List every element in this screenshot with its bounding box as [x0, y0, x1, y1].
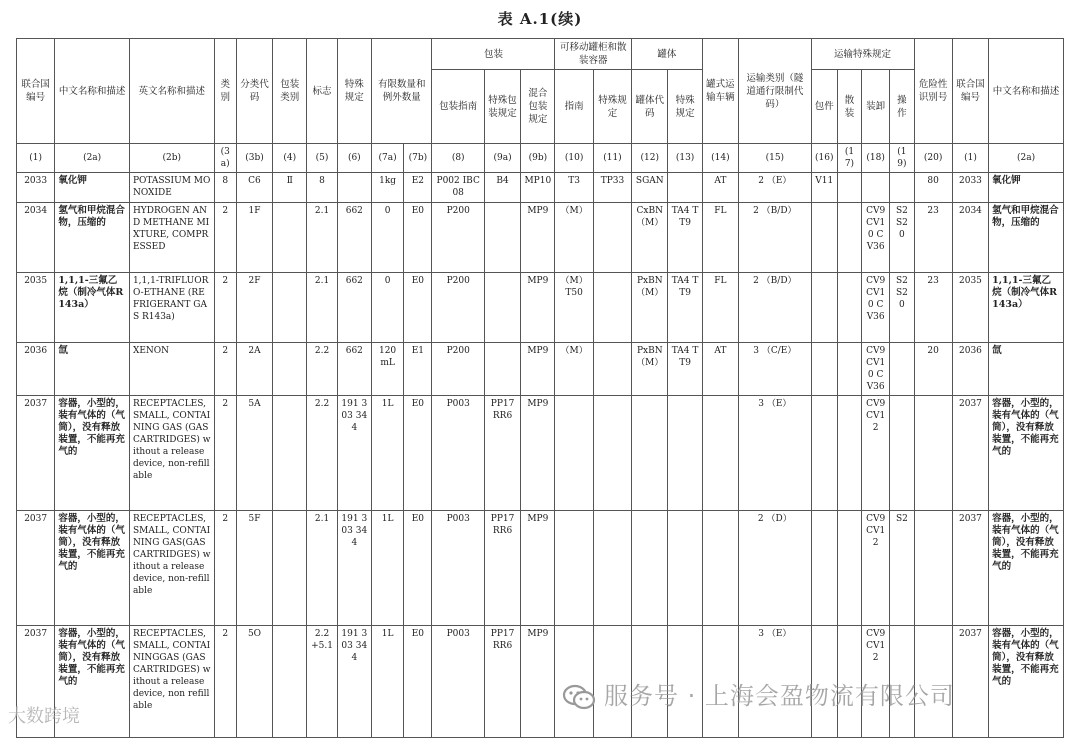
cell-veh: AT — [702, 343, 738, 396]
cell-cn2: 容器，小型的，装有气体的（气筒），没有释放装置，不能再充气的 — [989, 626, 1064, 738]
cell-pi: P003 — [432, 511, 484, 626]
cell-tc — [632, 511, 668, 626]
cell-spp — [484, 273, 520, 343]
cell-ld: CV9 CV12 — [862, 396, 890, 511]
cell-code: 2A — [236, 343, 272, 396]
cell-un: 2037 — [17, 396, 55, 511]
cell-tsp — [593, 273, 631, 343]
cell-tc: PxBN （M） — [632, 343, 668, 396]
cell-lbl: 8 — [307, 173, 337, 203]
cell-blk — [837, 396, 861, 511]
column-index-row — [17, 144, 1064, 173]
cell-tc — [632, 396, 668, 511]
cell-pk — [811, 396, 837, 511]
cell-tsp2: TA4 TT9 — [668, 203, 702, 273]
cell-pi: P003 — [432, 626, 484, 738]
cell-hz: 23 — [914, 273, 952, 343]
cell-lq: 0 — [371, 273, 403, 343]
header-special-pack: 特殊包装规定 — [484, 70, 520, 144]
cell-hz: 80 — [914, 173, 952, 203]
table-row — [17, 396, 1064, 511]
cell-veh — [702, 511, 738, 626]
cell-mix: MP10 — [521, 173, 555, 203]
cell-ti: T3 — [555, 173, 593, 203]
cell-spp: B4 — [484, 173, 520, 203]
cell-tsp — [593, 203, 631, 273]
cell-hz: 23 — [914, 203, 952, 273]
cell-sp: 191 303 344 — [337, 396, 371, 511]
cell-tsp2 — [668, 396, 702, 511]
cell-lq: 1L — [371, 396, 403, 511]
col-index: (8) — [432, 144, 484, 173]
cell-lbl: 2.1 — [307, 203, 337, 273]
cell-cat: 2 （E） — [739, 173, 812, 203]
cell-ld: CV9 CV10 CV36 — [862, 273, 890, 343]
header-bulk: 散装 — [837, 70, 861, 144]
dangerous-goods-table — [16, 38, 1064, 738]
col-index: (10) — [555, 144, 593, 173]
header-class: 类别 — [214, 39, 236, 144]
cell-cat: 3 （E） — [739, 626, 812, 738]
cell-cls: 2 — [214, 626, 236, 738]
col-index: (1) — [17, 144, 55, 173]
col-index: (9b) — [521, 144, 555, 173]
table-row — [17, 273, 1064, 343]
header-hazard-id: 危险性识别号 — [914, 39, 952, 144]
header-cn-name-2: 中文名称和描述 — [989, 39, 1064, 144]
cell-ti: （M） — [555, 203, 593, 273]
cell-mix: MP9 — [521, 273, 555, 343]
cell-en: HYDROGEN AND METHANE MIXTURE, COMPRESSED — [129, 203, 214, 273]
cell-tsp2 — [668, 173, 702, 203]
header-instr: 指南 — [555, 70, 593, 144]
header-tank-special: 特殊规定 — [668, 70, 702, 144]
cell-un: 2035 — [17, 273, 55, 343]
cell-lq: 120mL — [371, 343, 403, 396]
cell-spp — [484, 203, 520, 273]
cell-sp — [337, 173, 371, 203]
cell-un: 2037 — [17, 626, 55, 738]
cell-cat: 2 （B/D） — [739, 273, 812, 343]
cell-pg — [273, 203, 307, 273]
cell-cn2: 氢气和甲烷混合物，压缩的 — [989, 203, 1064, 273]
header-un-no: 联合国编号 — [17, 39, 55, 144]
cell-mix: MP9 — [521, 626, 555, 738]
col-index: (11) — [593, 144, 631, 173]
col-index: (12) — [632, 144, 668, 173]
header-class-code: 分类代码 — [236, 39, 272, 144]
col-index: (17) — [837, 144, 861, 173]
header-package: 包件 — [811, 70, 837, 144]
cell-un2: 2037 — [952, 396, 988, 511]
col-index: (9a) — [484, 144, 520, 173]
header-special-prov: 特殊规定 — [593, 70, 631, 144]
cell-cn2: 1,1,1-三氟乙烷（制冷气体R143a） — [989, 273, 1064, 343]
cell-pi: P003 — [432, 396, 484, 511]
cell-un: 2037 — [17, 511, 55, 626]
cell-cn: 1,1,1-三氟乙烷（制冷气体R143a） — [55, 273, 130, 343]
cell-op — [890, 396, 914, 511]
cell-un2: 2037 — [952, 626, 988, 738]
cell-sp: 662 — [337, 343, 371, 396]
cell-cn: 氙 — [55, 343, 130, 396]
cell-cls: 2 — [214, 343, 236, 396]
cell-op: S2 — [890, 511, 914, 626]
cell-veh: AT — [702, 173, 738, 203]
cell-eq: E0 — [404, 273, 432, 343]
cell-ti — [555, 511, 593, 626]
cell-pg — [273, 273, 307, 343]
header-special-transport: 运输特殊规定 — [811, 39, 914, 70]
cell-lq: 1L — [371, 626, 403, 738]
cell-hz — [914, 396, 952, 511]
col-index: (7a) — [371, 144, 403, 173]
watermark — [562, 676, 955, 711]
col-index: (6) — [337, 144, 371, 173]
cell-sp: 191 303 344 — [337, 511, 371, 626]
table-body — [17, 173, 1064, 738]
cell-lbl: 2.2 — [307, 396, 337, 511]
cell-veh — [702, 396, 738, 511]
header-operation: 操作 — [890, 70, 914, 144]
cell-pi: P200 — [432, 203, 484, 273]
cell-hz — [914, 511, 952, 626]
col-index: (1) — [952, 144, 988, 173]
wechat-icon — [562, 684, 596, 710]
header-mixed-pack: 混合包装规定 — [521, 70, 555, 144]
cell-un2: 2037 — [952, 511, 988, 626]
cell-ld: CV9 CV12 — [862, 511, 890, 626]
cell-cat: 3 （C/E） — [739, 343, 812, 396]
header-tank-code: 罐体代码 — [632, 70, 668, 144]
col-index: (4) — [273, 144, 307, 173]
cell-en: POTASSIUM MONOXIDE — [129, 173, 214, 203]
col-index: (15) — [739, 144, 812, 173]
cell-code: 5A — [236, 396, 272, 511]
cell-ti: （M） — [555, 343, 593, 396]
cell-code: 5F — [236, 511, 272, 626]
cell-un: 2033 — [17, 173, 55, 203]
cell-en: RECEPTACLES, SMALL, CONTAINING GAS(GAS CARTRIDGES) without a release device, non-refillable — [129, 511, 214, 626]
cell-pk: V11 — [811, 173, 837, 203]
cell-pg — [273, 343, 307, 396]
cell-veh: FL — [702, 203, 738, 273]
cell-cls: 8 — [214, 173, 236, 203]
cell-en: RECEPTACLES, SMALL, CONTAINING GAS (GAS CARTRIDGES) without a release device, non-refillable — [129, 396, 214, 511]
col-index: (5) — [307, 144, 337, 173]
cell-op — [890, 343, 914, 396]
cell-un2: 2035 — [952, 273, 988, 343]
cell-un2: 2034 — [952, 203, 988, 273]
cell-ld: CV9 CV12 — [862, 626, 890, 738]
header-pkg-group: 包装类别 — [273, 39, 307, 144]
cell-code: 5O — [236, 626, 272, 738]
watermark-secondary: 大数跨境 — [8, 706, 80, 727]
cell-eq: E0 — [404, 203, 432, 273]
header-cn-name: 中文名称和描述 — [55, 39, 130, 144]
cell-cn2: 容器，小型的，装有气体的（气筒），没有释放装置，不能再充气的 — [989, 511, 1064, 626]
col-index: (16) — [811, 144, 837, 173]
header-limited: 有限数量和例外数量 — [371, 39, 432, 144]
header-en-name: 英文名称和描述 — [129, 39, 214, 144]
cell-eq: E2 — [404, 173, 432, 203]
cell-mix: MP9 — [521, 343, 555, 396]
header-loading: 装卸 — [862, 70, 890, 144]
cell-eq: E1 — [404, 343, 432, 396]
header-tank: 罐体 — [632, 39, 703, 70]
cell-cn: 氢气和甲烷混合物，压缩的 — [55, 203, 130, 273]
col-index: (2b) — [129, 144, 214, 173]
cell-cat: 2 （B/D） — [739, 203, 812, 273]
cell-un: 2034 — [17, 203, 55, 273]
cell-blk — [837, 273, 861, 343]
col-index: (7b) — [404, 144, 432, 173]
cell-un: 2036 — [17, 343, 55, 396]
cell-spp: PP17 RR6 — [484, 396, 520, 511]
col-index: (20) — [914, 144, 952, 173]
cell-en: RECEPTACLES, SMALL, CONTAININGGAS (GAS CARTRIDGES) without a release device, non refillable — [129, 626, 214, 738]
table-row — [17, 511, 1064, 626]
cell-cn2: 容器，小型的，装有气体的（气筒），没有释放装置，不能再充气的 — [989, 396, 1064, 511]
cell-mix: MP9 — [521, 511, 555, 626]
header-packaging: 包装 — [432, 39, 555, 70]
header-un-no-2: 联合国编号 — [952, 39, 988, 144]
cell-ld — [862, 173, 890, 203]
cell-cn: 容器，小型的，装有气体的（气筒），没有释放装置，不能再充气的 — [55, 396, 130, 511]
cell-cn2: 氧化钾 — [989, 173, 1064, 203]
cell-eq: E0 — [404, 396, 432, 511]
watermark-text: 服务号 · 上海会盈物流有限公司 — [604, 682, 955, 710]
cell-pk — [811, 511, 837, 626]
cell-cn: 容器，小型的，装有气体的（气筒），没有释放装置，不能再充气的 — [55, 511, 130, 626]
cell-blk — [837, 203, 861, 273]
cell-pg — [273, 396, 307, 511]
cell-sp: 662 — [337, 273, 371, 343]
cell-tsp2: TA4 TT9 — [668, 273, 702, 343]
cell-cat: 2 （D） — [739, 511, 812, 626]
cell-cls: 2 — [214, 511, 236, 626]
table-row — [17, 173, 1064, 203]
cell-spp: PP17 RR6 — [484, 511, 520, 626]
cell-en: 1,1,1-TRIFLUORO-ETHANE (REFRIGERANT GAS R143a) — [129, 273, 214, 343]
cell-blk — [837, 511, 861, 626]
col-index: (3a) — [214, 144, 236, 173]
cell-code: C6 — [236, 173, 272, 203]
cell-ti: （M） T50 — [555, 273, 593, 343]
header-labels: 标志 — [307, 39, 337, 144]
cell-lq: 1kg — [371, 173, 403, 203]
cell-spp — [484, 343, 520, 396]
cell-pg — [273, 511, 307, 626]
cell-op — [890, 173, 914, 203]
cell-veh: FL — [702, 273, 738, 343]
col-index: (2a) — [55, 144, 130, 173]
cell-hz: 20 — [914, 343, 952, 396]
cell-pi: P002 IBC08 — [432, 173, 484, 203]
cell-lbl: 2.2 — [307, 343, 337, 396]
cell-un2: 2036 — [952, 343, 988, 396]
cell-lbl: 2.1 — [307, 511, 337, 626]
col-index: (14) — [702, 144, 738, 173]
cell-pk — [811, 343, 837, 396]
cell-eq: E0 — [404, 511, 432, 626]
cell-ti — [555, 396, 593, 511]
cell-cn: 氧化钾 — [55, 173, 130, 203]
cell-tsp — [593, 343, 631, 396]
cell-ld: CV9 CV10 CV36 — [862, 203, 890, 273]
cell-pg: Ⅱ — [273, 173, 307, 203]
cell-cls: 2 — [214, 203, 236, 273]
cell-en: XENON — [129, 343, 214, 396]
cell-cls: 2 — [214, 273, 236, 343]
cell-lq: 1L — [371, 511, 403, 626]
cell-tc: PxBN （M） — [632, 273, 668, 343]
col-index: (13) — [668, 144, 702, 173]
cell-tsp: TP33 — [593, 173, 631, 203]
cell-tc: CxBN （M） — [632, 203, 668, 273]
cell-op: S2 S20 — [890, 273, 914, 343]
cell-tsp2 — [668, 511, 702, 626]
header-pack-instr: 包装指南 — [432, 70, 484, 144]
col-index: (2a) — [989, 144, 1064, 173]
cell-lbl: 2.1 — [307, 273, 337, 343]
cell-mix: MP9 — [521, 203, 555, 273]
cell-lbl: 2.2 +5.1 — [307, 626, 337, 738]
cell-cn: 容器，小型的，装有气体的（气筒），没有释放装置，不能再充气的 — [55, 626, 130, 738]
table-row — [17, 203, 1064, 273]
cell-pk — [811, 273, 837, 343]
cell-tsp2: TA4 TT9 — [668, 343, 702, 396]
cell-ld: CV9 CV10 CV36 — [862, 343, 890, 396]
cell-op: S2 S20 — [890, 203, 914, 273]
page-title: 表 A.1(续) — [497, 10, 583, 28]
header-transport-cat: 运输类别（隧道通行限制代码） — [739, 39, 812, 144]
cell-sp: 662 — [337, 203, 371, 273]
cell-tc: SGAN — [632, 173, 668, 203]
cell-blk — [837, 343, 861, 396]
cell-eq: E0 — [404, 626, 432, 738]
header-special: 特殊规定 — [337, 39, 371, 144]
cell-spp: PP17 RR6 — [484, 626, 520, 738]
cell-un2: 2033 — [952, 173, 988, 203]
cell-pg — [273, 626, 307, 738]
cell-sp: 191 303 344 — [337, 626, 371, 738]
cell-pk — [811, 203, 837, 273]
header-vehicle: 罐式运输车辆 — [702, 39, 738, 144]
table-row — [17, 343, 1064, 396]
cell-pi: P200 — [432, 273, 484, 343]
cell-cls: 2 — [214, 396, 236, 511]
cell-cn2: 氙 — [989, 343, 1064, 396]
cell-code: 2F — [236, 273, 272, 343]
header-portable: 可移动罐柜和散装容器 — [555, 39, 632, 70]
cell-tsp — [593, 511, 631, 626]
cell-cat: 3 （E） — [739, 396, 812, 511]
cell-mix: MP9 — [521, 396, 555, 511]
cell-pi: P200 — [432, 343, 484, 396]
cell-code: 1F — [236, 203, 272, 273]
col-index: (3b) — [236, 144, 272, 173]
cell-blk — [837, 173, 861, 203]
cell-lq: 0 — [371, 203, 403, 273]
cell-tsp — [593, 396, 631, 511]
col-index: (19) — [890, 144, 914, 173]
col-index: (18) — [862, 144, 890, 173]
